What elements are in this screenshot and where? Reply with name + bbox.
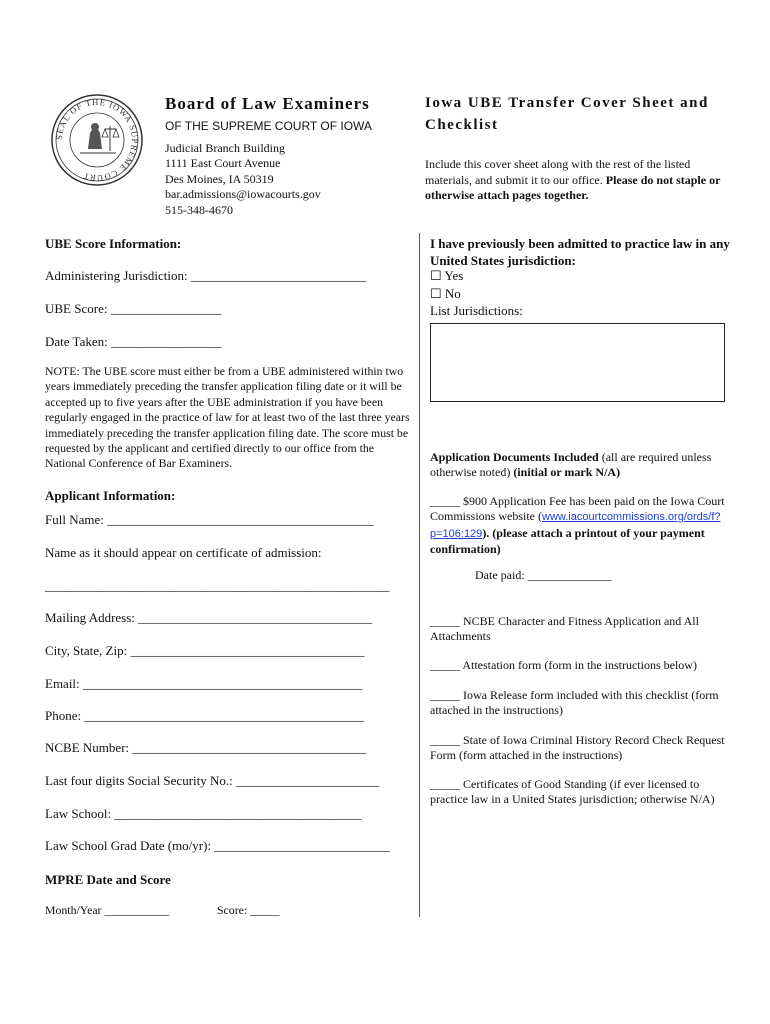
prior-admission-question: I have previously been admitted to practice law in any United States jurisdiction: (430, 236, 730, 268)
jurisdictions-text-box[interactable] (430, 323, 725, 402)
checklist-item[interactable]: _____ State of Iowa Criminal History Record Check Request Form (form attached in the instructions) (430, 733, 725, 763)
checklist-item[interactable]: _____ Attestation form (form in the instructions below) (430, 658, 697, 672)
mpre-score-field[interactable]: Score: _____ (217, 903, 280, 917)
seal-text: SEAL OF THE IOWA SUPREME COURT (53, 96, 141, 184)
grad-date-field[interactable]: Law School Grad Date (mo/yr): ___________________________ (45, 838, 390, 853)
phone-field[interactable]: Phone: ___________________________________________ (45, 708, 364, 723)
board-title: Board of Law Examiners (165, 94, 370, 113)
mpre-heading: MPRE Date and Score (45, 872, 171, 887)
documents-heading (430, 450, 730, 481)
address-line: Judicial Branch Building (165, 141, 285, 155)
applicant-heading: Applicant Information: (45, 488, 176, 503)
intro-bold: Please do not staple or otherwise attach pages together. (425, 172, 721, 202)
full-name-field[interactable]: Full Name: _________________________________________ (45, 512, 374, 527)
address-line: 1111 East Court Avenue (165, 156, 281, 171)
court-commissions-link[interactable]: www.iacourtcommissions.org/ords/f?p=106:129 (430, 511, 721, 540)
certificate-name-field[interactable]: _____________________________________________________ (45, 578, 390, 593)
city-state-zip-field[interactable]: City, State, Zip: ____________________________________ (45, 643, 365, 658)
date-taken-field[interactable]: Date Taken: _________________ (45, 334, 222, 349)
fee-bold: ). (please attach a printout of your payment confirmation) (430, 525, 705, 557)
mpre-month-year-field[interactable]: Month/Year ___________ (45, 903, 170, 917)
ube-heading: UBE Score Information: (45, 236, 182, 251)
ncbe-number-field[interactable]: NCBE Number: ____________________________________ (45, 740, 367, 755)
form-title: Iowa UBE Transfer Cover Sheet and Checklist (425, 95, 709, 133)
law-school-field[interactable]: Law School: ______________________________________ (45, 806, 362, 821)
administering-jurisdiction-field[interactable]: Administering Jurisdiction: ___________________________ (45, 268, 367, 283)
checklist-item[interactable]: _____ Iowa Release form included with this checklist (form attached in the instructions) (430, 688, 719, 718)
column-divider (419, 233, 420, 917)
checklist-item[interactable]: _____ Certificates of Good Standing (if ever licensed to practice law in a United States jurisdiction; otherwise N/A) (430, 777, 715, 807)
ube-note: NOTE: The UBE score must either be from a UBE administered within two years immediately preceding the transfer application filing date or it will be accepted up to five years after the UBE administration if you have been regularly engaged in the practice of law for at least two of the last three years immediately preceding the transfer application filing date. The score must be requested by the applicant and certified directly to our office from the National Conference of Bar Examiners. (45, 364, 410, 471)
court-seal (50, 93, 144, 187)
list-jurisdictions-label: List Jurisdictions: (430, 303, 523, 318)
board-subtitle: OF THE SUPREME COURT OF IOWA (165, 119, 372, 133)
mailing-address-field[interactable]: Mailing Address: ____________________________________ (45, 610, 373, 625)
documents-heading-note: (all are required unless otherwise noted) (430, 450, 712, 480)
yes-label: Yes (444, 268, 464, 283)
date-paid-field[interactable]: Date paid: ______________ (475, 568, 612, 582)
fee-item (430, 494, 730, 558)
fee-text: _____ $900 Application Fee has been paid on the Iowa Court Commissions website ( (430, 494, 725, 524)
certificate-name-label: Name as it should appear on certificate of admission: (45, 545, 322, 560)
address-block (165, 141, 321, 218)
prior-admission-no[interactable] (430, 286, 461, 302)
prior-admission-yes[interactable] (430, 268, 463, 284)
address-line: Des Moines, IA 50319 (165, 171, 274, 186)
intro-text: Include this cover sheet along with the rest of the listed materials, and submit it to our office. (425, 157, 691, 187)
email-address: bar.admissions@iowacourts.gov (165, 187, 321, 202)
email-field[interactable]: Email: ___________________________________________ (45, 676, 363, 691)
ssn-last-four-field[interactable]: Last four digits Social Security No.: ______________________ (45, 773, 380, 788)
form-intro (425, 157, 735, 204)
checklist-item[interactable]: _____ NCBE Character and Fitness Application and All Attachments (430, 614, 699, 644)
checkbox-icon[interactable]: ☐ (430, 286, 442, 301)
phone-number: 515-348-4670 (165, 202, 233, 217)
ube-score-field[interactable]: UBE Score: _________________ (45, 301, 222, 316)
documents-heading-bold: (initial or mark N/A) (513, 465, 621, 480)
checkbox-icon[interactable]: ☐ (430, 268, 442, 283)
no-label: No (444, 286, 461, 301)
documents-heading-title: Application Documents Included (430, 450, 599, 464)
